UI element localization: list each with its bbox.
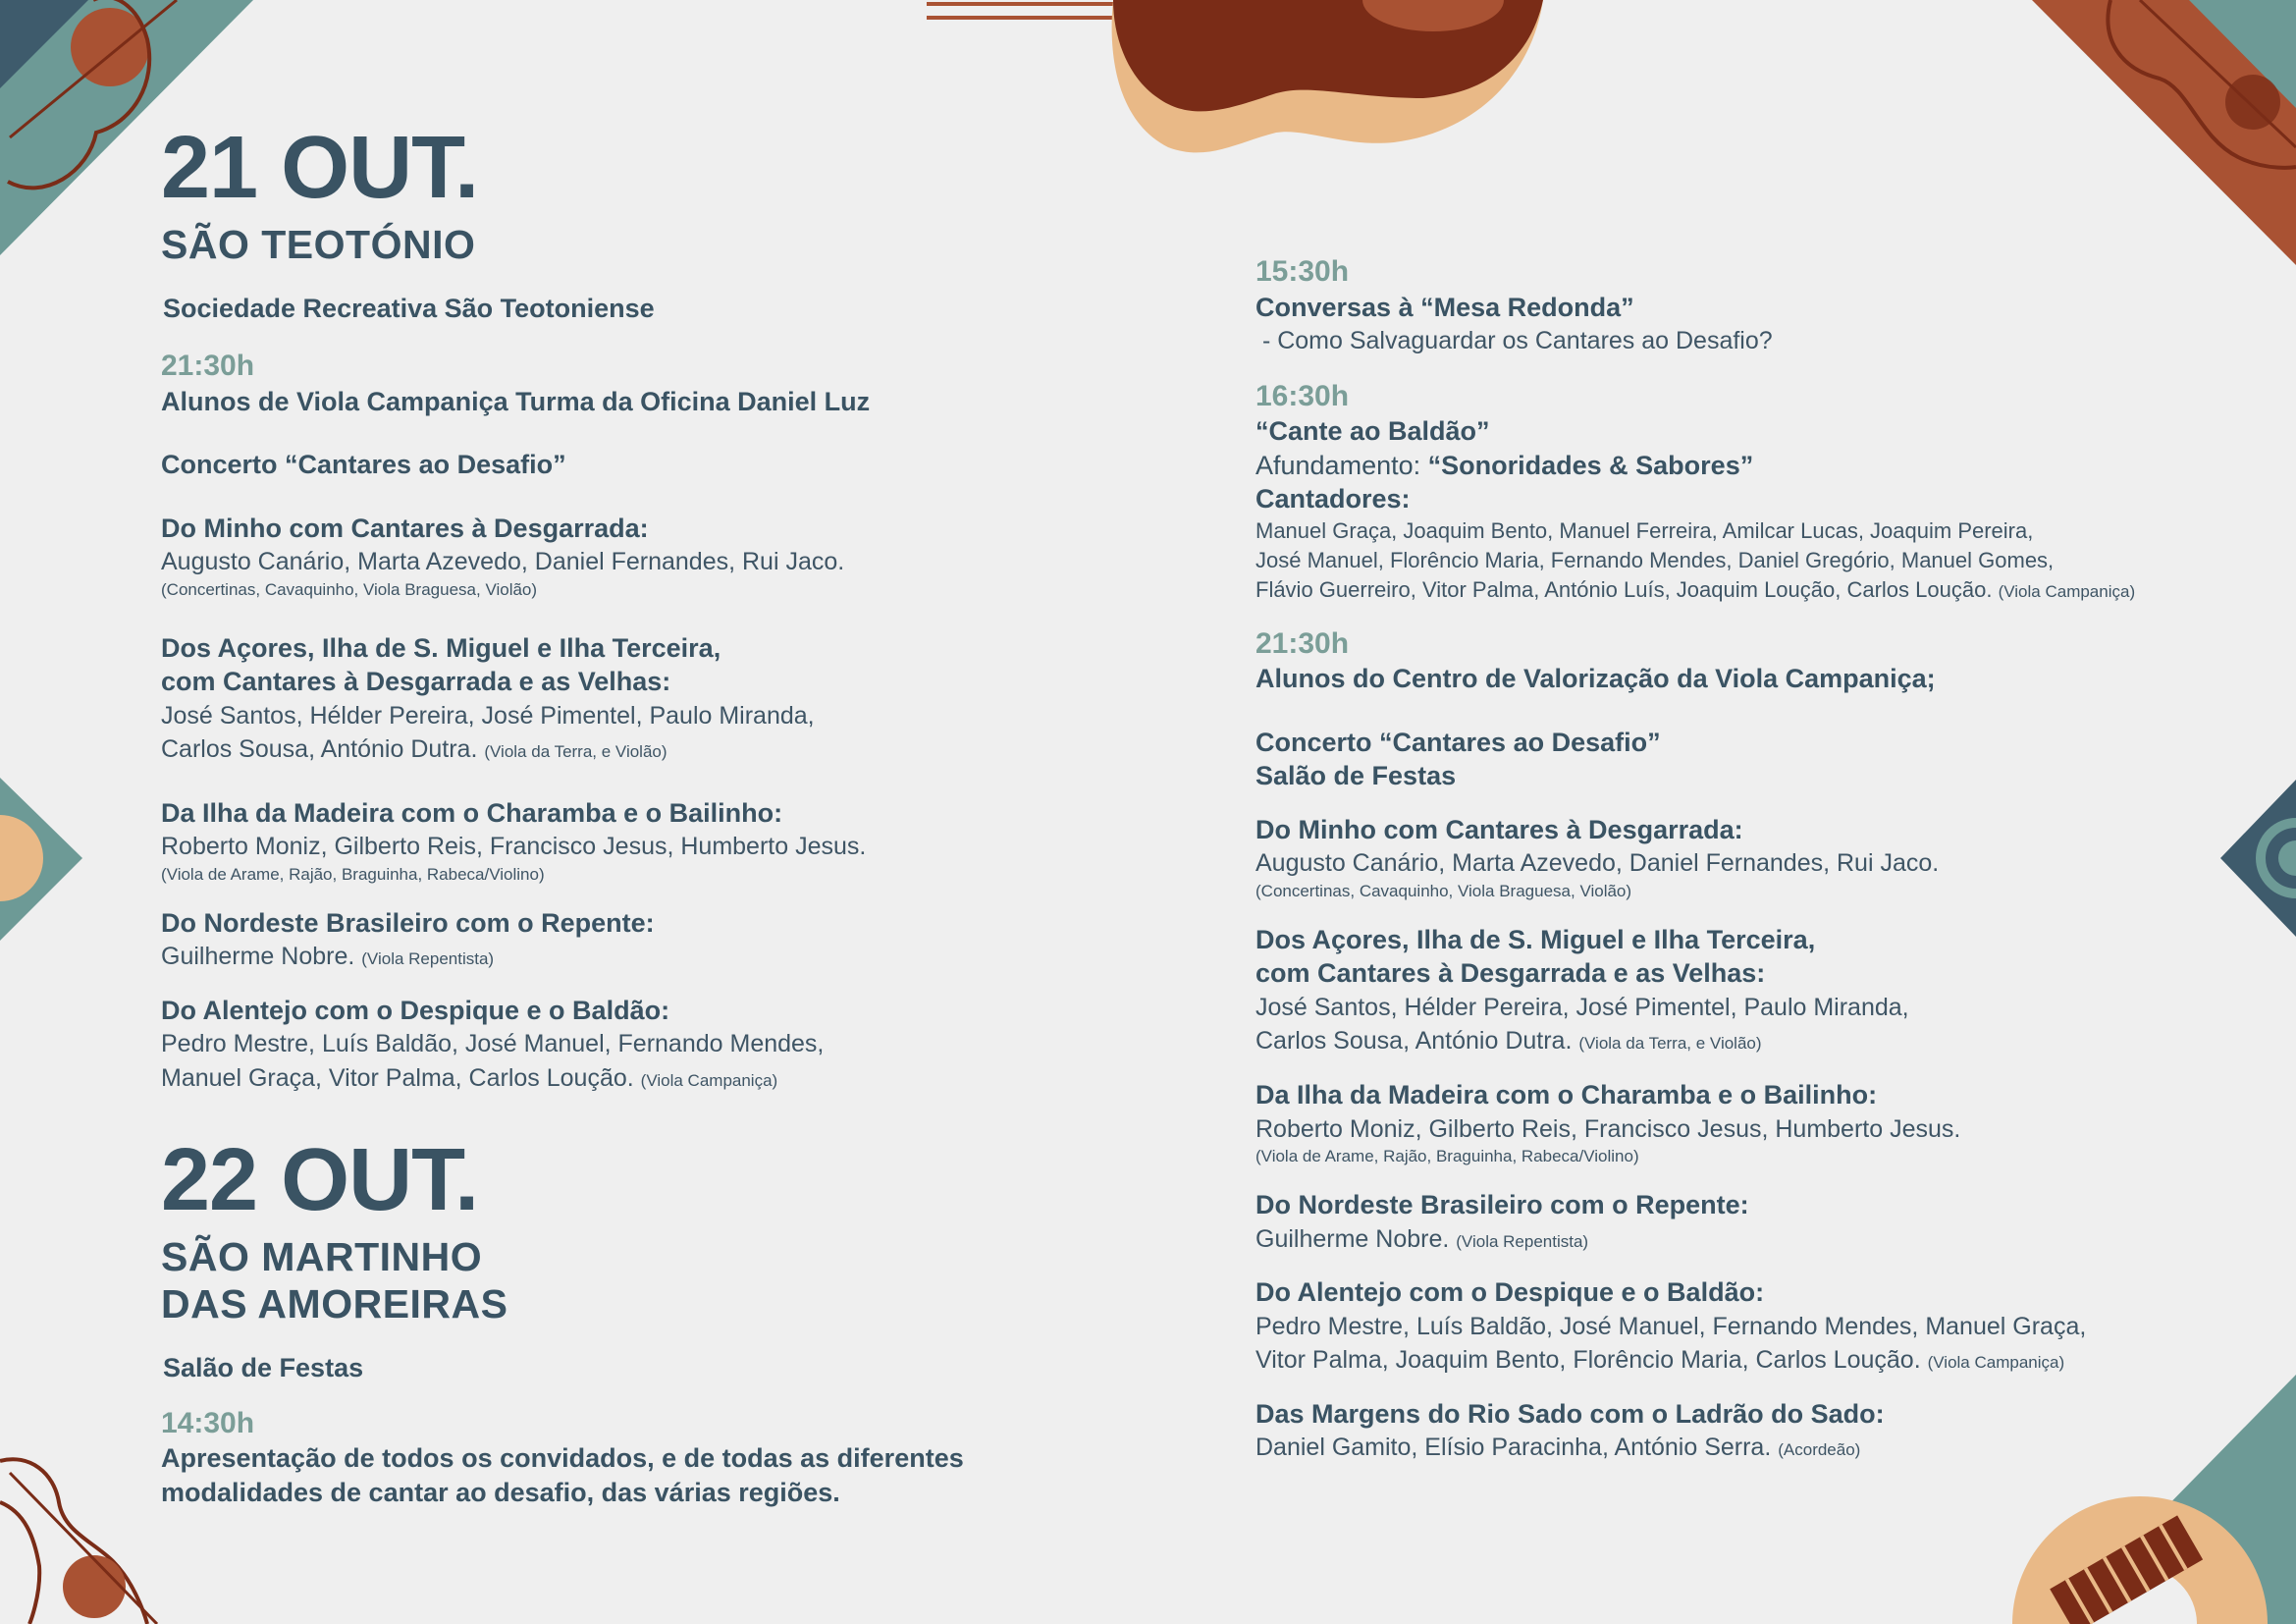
group-performers: Carlos Sousa, António Dutra. — [161, 735, 478, 764]
day2-place-line1: SÃO MARTINHO — [161, 1234, 483, 1280]
session-students: Alunos do Centro de Valorização da Viola Campaniça; — [1255, 664, 1936, 694]
day2-session2 — [1255, 253, 2237, 358]
day2-place-line2: DAS AMOREIRAS — [161, 1280, 508, 1326]
day1-group-alentejo — [161, 994, 1143, 1096]
session-title: “Cante ao Baldão” — [1255, 416, 1490, 447]
day1-concert-block — [161, 448, 1143, 482]
group-title: com Cantares à Desgarrada e as Velhas: — [1255, 958, 1766, 989]
day1-place: SÃO TEOTÓNIO — [161, 222, 476, 267]
cantadores-instruments: (Viola Campaniça) — [1998, 582, 2136, 602]
session-text: modalidades de cantar ao desafio, das várias regiões. — [161, 1477, 840, 1507]
group-performers: Guilherme Nobre. — [161, 943, 355, 971]
cantadores-label: Cantadores: — [1255, 484, 1411, 514]
day1-date: 21 OUT. — [161, 119, 479, 217]
session-time: 14:30h — [161, 1406, 255, 1439]
group-instruments: (Concertinas, Cavaquinho, Viola Braguesa, Violão) — [161, 579, 538, 599]
group-title: Do Minho com Cantares à Desgarrada: — [1255, 814, 1743, 844]
group-title: Da Ilha da Madeira com o Charamba e o Bailinho: — [1255, 1079, 1878, 1110]
day1-concert: Concerto “Cantares ao Desafio” — [161, 450, 566, 480]
group-performers: Pedro Mestre, Luís Baldão, José Manuel, Fernando Mendes, — [161, 1030, 825, 1058]
group-performers-line — [161, 940, 1143, 974]
group-performers: Guilherme Nobre. — [1255, 1224, 1450, 1253]
right-column — [1255, 253, 2237, 1465]
group-instruments: (Viola da Terra, e Violão) — [484, 742, 667, 762]
group-instruments: (Viola Repentista) — [361, 949, 495, 969]
day2-date: 22 OUT. — [161, 1131, 479, 1230]
group-instruments: (Viola Campaniça) — [1927, 1353, 2065, 1373]
group-title: Dos Açores, Ilha de S. Miguel e Ilha Terceira, — [1255, 924, 1816, 954]
group-performers: José Santos, Hélder Pereira, José Pimentel, Paulo Miranda, — [161, 701, 815, 730]
group-instruments: (Viola de Arame, Rajão, Braguinha, Rabeca/Violino) — [161, 864, 545, 884]
group-instruments: (Viola Campaniça) — [640, 1070, 778, 1090]
day1-group-acores — [161, 631, 1143, 767]
day2-concert-block — [1255, 726, 2237, 793]
session-text: Apresentação de todos os convidados, e de todas as diferentes — [161, 1443, 964, 1474]
session-title: Conversas à “Mesa Redonda” — [1255, 292, 1634, 322]
day2-group-sado — [1255, 1397, 2237, 1465]
cantadores-names: José Manuel, Florêncio Maria, Fernando Mendes, Daniel Gregório, Manuel Gomes, — [1255, 548, 2055, 573]
day2-group-nordeste — [1255, 1188, 2237, 1256]
afundamento-label: Afundamento: — [1255, 450, 1428, 480]
group-instruments: (Viola Repentista) — [1456, 1231, 1589, 1251]
group-title: Do Alentejo com o Despique e o Baldão: — [1255, 1277, 1765, 1308]
group-performers-line — [1255, 1343, 2237, 1378]
session-time: 21:30h — [1255, 626, 1350, 660]
session-venue: Salão de Festas — [1255, 761, 1457, 791]
group-performers: Roberto Moniz, Gilberto Reis, Francisco Jesus, Humberto Jesus. — [1255, 1114, 1961, 1143]
group-title: Da Ilha da Madeira com o Charamba e o Bailinho: — [161, 797, 783, 828]
day1-time: 21:30h — [161, 350, 255, 383]
group-performers-line — [1255, 1024, 2237, 1058]
group-title: Dos Açores, Ilha de S. Miguel e Ilha Terceira, — [161, 632, 721, 663]
group-performers: Pedro Mestre, Luís Baldão, José Manuel, Fernando Mendes, Manuel Graça, — [1255, 1312, 2087, 1340]
group-performers: Manuel Graça, Vitor Palma, Carlos Loução. — [161, 1063, 634, 1092]
group-title: com Cantares à Desgarrada e as Velhas: — [161, 667, 671, 697]
bottom-left-guitar-decoration — [0, 1459, 157, 1624]
group-instruments: (Acordeão) — [1778, 1440, 1861, 1460]
day1-group-nordeste — [161, 906, 1143, 974]
session-subtitle: - Como Salvaguardar os Cantares ao Desafio? — [1255, 327, 1773, 355]
day2-venue: Salão de Festas — [163, 1352, 364, 1382]
group-performers: Augusto Canário, Marta Azevedo, Daniel Fernandes, Rui Jaco. — [1255, 849, 1940, 878]
group-title: Do Nordeste Brasileiro com o Repente: — [1255, 1189, 1749, 1219]
group-performers: Vitor Palma, Joaquim Bento, Florêncio Maria, Carlos Loução. — [1255, 1346, 1921, 1375]
session-time: 16:30h — [1255, 379, 1350, 412]
top-right-guitar-decoration — [2032, 0, 2296, 265]
left-diamond-decoration — [0, 778, 82, 941]
group-performers: José Santos, Hélder Pereira, José Pimentel, Paulo Miranda, — [1255, 993, 1909, 1021]
group-performers-line — [161, 1061, 1143, 1096]
group-title: Do Alentejo com o Despique e o Baldão: — [161, 995, 670, 1025]
session-time: 15:30h — [1255, 255, 1350, 288]
day2-session4 — [1255, 625, 2237, 696]
group-performers: Daniel Gamito, Elísio Paracinha, António Serra. — [1255, 1434, 1772, 1462]
group-performers-line — [161, 732, 1143, 767]
day2-group-minho — [1255, 813, 2237, 903]
cantadores-names-line — [1255, 575, 2237, 605]
day1-session — [161, 348, 1143, 418]
group-performers: Augusto Canário, Marta Azevedo, Daniel Fernandes, Rui Jaco. — [161, 548, 845, 576]
group-title: Do Nordeste Brasileiro com o Repente: — [161, 907, 655, 938]
day1-students: Alunos de Viola Campaniça Turma da Oficina Daniel Luz — [161, 386, 871, 416]
afundamento-line — [1255, 449, 2237, 483]
cantadores-names: Manuel Graça, Joaquim Bento, Manuel Ferreira, Amilcar Lucas, Joaquim Pereira, — [1255, 517, 2034, 543]
cantadores-names: Flávio Guerreiro, Vitor Palma, António Luís, Joaquim Loução, Carlos Loução. — [1255, 577, 1993, 603]
afundamento-value: “Sonoridades & Sabores” — [1427, 450, 1754, 480]
group-performers-line — [1255, 1222, 2237, 1257]
group-title: Das Margens do Rio Sado com o Ladrão do Sado: — [1255, 1398, 1885, 1429]
group-instruments: (Viola da Terra, e Violão) — [1578, 1034, 1762, 1054]
group-performers: Carlos Sousa, António Dutra. — [1255, 1027, 1573, 1056]
group-performers: Roberto Moniz, Gilberto Reis, Francisco Jesus, Humberto Jesus. — [161, 833, 867, 861]
group-instruments: (Concertinas, Cavaquinho, Viola Braguesa, Violão) — [1255, 881, 1632, 900]
group-instruments: (Viola de Arame, Rajão, Braguinha, Rabeca/Violino) — [1255, 1147, 1639, 1166]
day1-group-minho — [161, 512, 1143, 602]
group-performers-line — [1255, 1431, 2237, 1465]
day1-venue: Sociedade Recreativa São Teotoniense — [163, 294, 655, 324]
day2-group-acores — [1255, 923, 2237, 1058]
session-concert: Concerto “Cantares ao Desafio” — [1255, 727, 1661, 757]
day1-group-madeira — [161, 796, 1143, 887]
left-column — [161, 119, 1143, 1509]
day2-group-madeira — [1255, 1078, 2237, 1168]
group-title: Do Minho com Cantares à Desgarrada: — [161, 513, 649, 543]
day2-session3 — [1255, 378, 2237, 606]
day2-session1 — [161, 1405, 1143, 1510]
day2-group-alentejo — [1255, 1275, 2237, 1378]
